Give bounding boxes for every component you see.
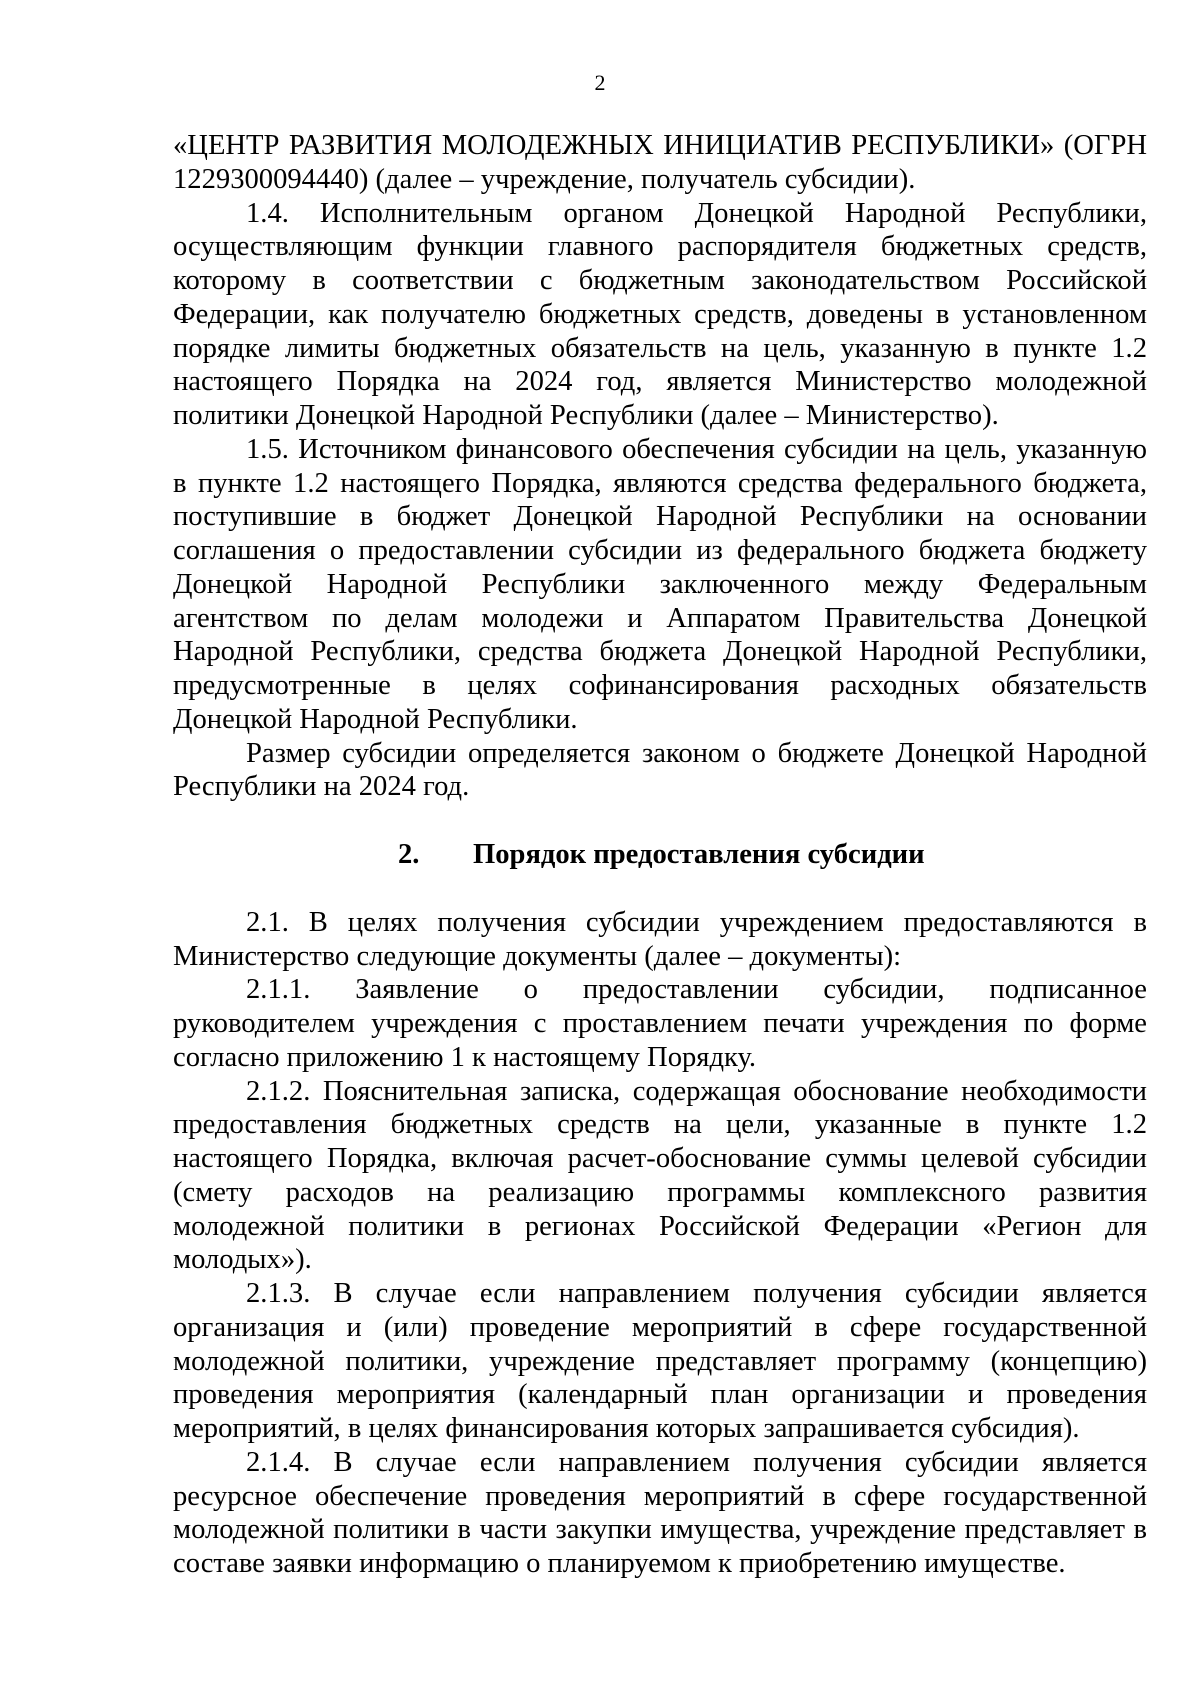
paragraph-recipient-name: «ЦЕНТР РАЗВИТИЯ МОЛОДЕЖНЫХ ИНИЦИАТИВ РЕСПУБЛИКИ» (ОГРН 1229300094440) (далее – учреждение, получатель субсидии). bbox=[173, 130, 1147, 195]
paragraph-1-4: 1.4. Исполнительным органом Донецкой Народной Республики, осуществляющим функции главного распорядителя бюджетных средств, которому в соответствии с бюджетным законодательством Российской Федерации, как получателю бюджетных средств, доведены в установленном порядке лимиты бюджетных обязательств на цель, указанную в пункте 1.2 настоящего Порядка на 2024 год, является Министерство молодежной политики Донецкой Народной Республики (далее – Министерство). bbox=[173, 197, 1147, 431]
paragraph-2-1-2: 2.1.2. Пояснительная записка, содержащая обоснование необходимости предоставления бюджетных средств на цели, указанные в пункте 1.2 настоящего Порядка, включая расчет-обоснование суммы целевой субсидии (смету расходов на реализацию программы комплексного развития молодежной политики в регионах Российской Федерации «Регион для молодых»). bbox=[173, 1075, 1147, 1276]
section-heading bbox=[173, 838, 1147, 872]
section-title: Порядок предоставления субсидии bbox=[473, 839, 925, 870]
paragraph-1-5: 1.5. Источником финансового обеспечения субсидии на цель, указанную в пункте 1.2 настоящего Порядка, являются средства федерального бюджета, поступившие в бюджет Донецкой Народной Республики на основании соглашения о предоставлении субсидии из федерального бюджета бюджету Донецкой Народной Республики заключенного между Федеральным агентством по делам молодежи и Аппаратом Правительства Донецкой Народной Республики, средства бюджета Донецкой Народной Республики, предусмотренные в целях софинансирования расходных обязательств Донецкой Народной Республики. bbox=[173, 433, 1147, 735]
section-number: 2. bbox=[398, 839, 420, 870]
page-number: 2 bbox=[594, 70, 606, 95]
paragraph-2-1-1: 2.1.1. Заявление о предоставлении субсидии, подписанное руководителем учреждения с проставлением печати учреждения по форме согласно приложению 1 к настоящему Порядку. bbox=[173, 974, 1147, 1073]
paragraph-2-1-4: 2.1.4. В случае если направлением получения субсидии является ресурсное обеспечение проведения мероприятий в сфере государственной молодежной политики в части закупки имущества, учреждение представляет в составе заявки информацию о планируемом к приобретению имуществе. bbox=[173, 1446, 1147, 1579]
paragraph-2-1: 2.1. В целях получения субсидии учреждением предоставляются в Министерство следующие документы (далее – документы): bbox=[173, 906, 1147, 972]
paragraph-subsidy-size: Размер субсидии определяется законом о бюджете Донецкой Народной Республики на 2024 год. bbox=[173, 737, 1147, 803]
paragraph-2-1-3: 2.1.3. В случае если направлением получения субсидии является организация и (или) проведение мероприятий в сфере государственной молодежной политики, учреждение представляет программу (концепцию) проведения мероприятия (календарный план организации и проведения мероприятий, в целях финансирования которых запрашивается субсидия). bbox=[173, 1278, 1147, 1444]
document-body bbox=[173, 129, 1147, 1581]
